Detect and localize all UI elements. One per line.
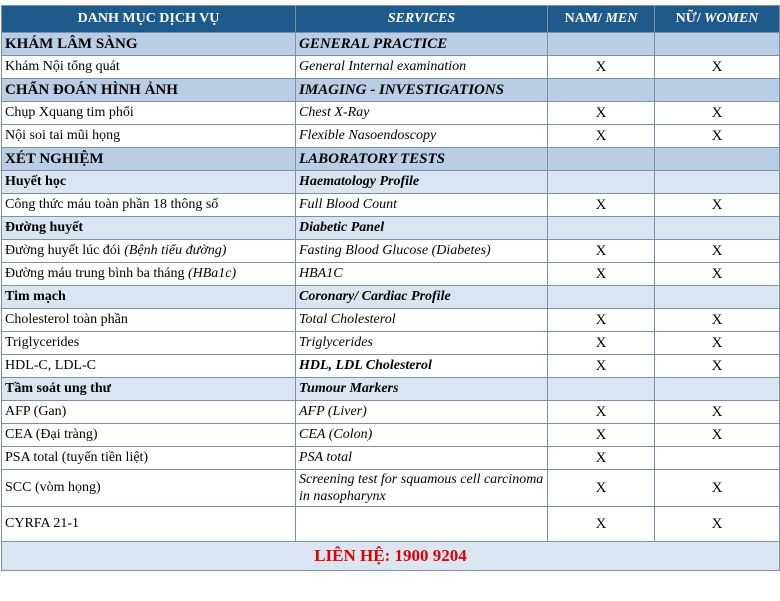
service-name-vi (2, 79, 296, 102)
men-mark: X (548, 240, 655, 263)
women-mark: X (655, 125, 780, 148)
service-name-en: CEA (Colon) (296, 424, 548, 447)
table-row (2, 507, 780, 542)
service-name-en: PSA total (296, 447, 548, 470)
women-mark: X (655, 424, 780, 447)
women-mark (655, 217, 780, 240)
service-name-vi (2, 263, 296, 286)
service-name-vi-text: CYRFA 21-1 (5, 516, 80, 531)
service-name-vi-text: Đường huyết lúc đói (5, 243, 125, 258)
section-header-row (2, 33, 780, 56)
service-name-vi (2, 507, 296, 542)
service-name-en: Coronary/ Cardiac Profile (296, 286, 548, 309)
women-mark (655, 33, 780, 56)
men-mark: X (548, 447, 655, 470)
service-name-vi (2, 355, 296, 378)
subsection-header-row (2, 286, 780, 309)
men-mark: X (548, 470, 655, 507)
table-row (2, 240, 780, 263)
section-header-row (2, 148, 780, 171)
contact-hotline: LIÊN HỆ: 1900 9204 (2, 542, 780, 571)
service-name-vi-text: Cholesterol toàn phần (5, 312, 128, 327)
service-name-vi (2, 424, 296, 447)
service-name-vi-text: Triglycerides (5, 335, 80, 350)
men-mark (548, 217, 655, 240)
table-row (2, 470, 780, 507)
service-name-en: IMAGING - INVESTIGATIONS (296, 79, 548, 102)
men-mark (548, 171, 655, 194)
service-name-vi (2, 148, 296, 171)
men-mark: X (548, 309, 655, 332)
service-name-vi-text: Khám Nội tổng quát (5, 59, 120, 74)
service-name-vi-text: SCC (vòm họng) (5, 480, 101, 495)
service-name-en: Chest X-Ray (296, 102, 548, 125)
women-mark (655, 286, 780, 309)
service-name-vi-text: Tầm soát ung thư (5, 381, 112, 396)
service-name-vi-text: CEA (Đại tràng) (5, 427, 98, 442)
women-mark: X (655, 355, 780, 378)
women-mark: X (655, 401, 780, 424)
service-name-vi-text: Tim mạch (5, 289, 66, 304)
service-name-en: Triglycerides (296, 332, 548, 355)
service-name-en: HDL, LDL Cholesterol (296, 355, 548, 378)
table-header-row (2, 6, 780, 33)
service-name-vi (2, 447, 296, 470)
service-name-vi (2, 56, 296, 79)
women-mark: X (655, 263, 780, 286)
table-body (2, 33, 780, 542)
men-mark: X (548, 332, 655, 355)
women-mark (655, 447, 780, 470)
women-mark: X (655, 507, 780, 542)
table-row (2, 102, 780, 125)
service-name-vi (2, 470, 296, 507)
service-name-en: LABORATORY TESTS (296, 148, 548, 171)
men-mark: X (548, 125, 655, 148)
service-name-vi-text: XÉT NGHIỆM (5, 151, 104, 167)
service-name-vi-text: Nội soi tai mũi họng (5, 128, 121, 143)
service-name-vi (2, 102, 296, 125)
service-name-vi (2, 309, 296, 332)
service-name-vi-text: HDL-C, LDL-C (5, 358, 96, 373)
men-mark (548, 79, 655, 102)
service-name-en (296, 507, 548, 542)
women-mark: X (655, 309, 780, 332)
women-mark: X (655, 470, 780, 507)
service-name-vi (2, 378, 296, 401)
service-name-vi-text: Huyết học (5, 174, 67, 189)
table-row (2, 332, 780, 355)
subsection-header-row (2, 171, 780, 194)
men-mark: X (548, 401, 655, 424)
service-name-en: Total Cholesterol (296, 309, 548, 332)
men-mark: X (548, 102, 655, 125)
service-name-vi-text: Công thức máu toàn phần 18 thông số (5, 197, 219, 212)
service-name-vi-text: KHÁM LÂM SÀNG (5, 36, 138, 52)
section-header-row (2, 79, 780, 102)
women-mark: X (655, 56, 780, 79)
men-mark (548, 286, 655, 309)
table-row (2, 263, 780, 286)
table-row (2, 424, 780, 447)
service-name-vi-text: Đường máu trung bình ba tháng (5, 266, 188, 281)
service-name-vi (2, 240, 296, 263)
service-name-vi-note: (Bệnh tiểu đường) (124, 243, 227, 258)
table-row (2, 125, 780, 148)
service-name-vi (2, 286, 296, 309)
table-row (2, 355, 780, 378)
men-mark (548, 148, 655, 171)
service-name-vi (2, 217, 296, 240)
women-mark (655, 171, 780, 194)
service-name-vi-note: (HBa1c) (187, 266, 237, 281)
header-services-vi: DANH MỤC DỊCH VỤ (2, 6, 296, 33)
table-row (2, 194, 780, 217)
service-name-vi-text: CHẨN ĐOÁN HÌNH ẢNH (5, 82, 178, 98)
service-name-en: Flexible Nasoendoscopy (296, 125, 548, 148)
table-row (2, 56, 780, 79)
women-mark (655, 79, 780, 102)
service-name-vi-text: Chụp Xquang tim phổi (5, 105, 134, 120)
men-mark: X (548, 194, 655, 217)
service-name-en: Diabetic Panel (296, 217, 548, 240)
service-name-vi (2, 171, 296, 194)
header-women: NỮ/ WOMEN (655, 6, 780, 33)
service-name-vi (2, 125, 296, 148)
service-table (1, 5, 780, 571)
service-name-en: AFP (Liver) (296, 401, 548, 424)
service-name-vi (2, 401, 296, 424)
women-mark: X (655, 240, 780, 263)
service-name-vi (2, 194, 296, 217)
women-mark: X (655, 332, 780, 355)
table-row (2, 447, 780, 470)
service-name-en: Fasting Blood Glucose (Diabetes) (296, 240, 548, 263)
service-name-en: Screening test for squamous cell carcinoma in nasopharynx (296, 470, 548, 507)
women-mark: X (655, 194, 780, 217)
table-row (2, 309, 780, 332)
women-mark: X (655, 102, 780, 125)
table-row (2, 401, 780, 424)
men-mark: X (548, 355, 655, 378)
women-mark (655, 378, 780, 401)
men-mark (548, 378, 655, 401)
men-mark: X (548, 424, 655, 447)
service-name-en: Full Blood Count (296, 194, 548, 217)
service-name-vi-text: PSA total (tuyến tiền liệt) (5, 450, 149, 465)
service-name-vi-text: AFP (Gan) (5, 404, 67, 419)
service-name-vi-text: Đường huyết (5, 220, 83, 235)
men-mark: X (548, 507, 655, 542)
header-men: NAM/ MEN (548, 6, 655, 33)
subsection-header-row (2, 378, 780, 401)
men-mark: X (548, 263, 655, 286)
service-name-en: Haematology Profile (296, 171, 548, 194)
men-mark (548, 33, 655, 56)
service-name-en: General Internal examination (296, 56, 548, 79)
service-name-vi (2, 33, 296, 56)
contact-row (2, 542, 780, 571)
subsection-header-row (2, 217, 780, 240)
women-mark (655, 148, 780, 171)
service-name-en: Tumour Markers (296, 378, 548, 401)
men-mark: X (548, 56, 655, 79)
service-name-vi (2, 332, 296, 355)
header-services-en: SERVICES (296, 6, 548, 33)
service-name-en: HBA1C (296, 263, 548, 286)
service-name-en: GENERAL PRACTICE (296, 33, 548, 56)
